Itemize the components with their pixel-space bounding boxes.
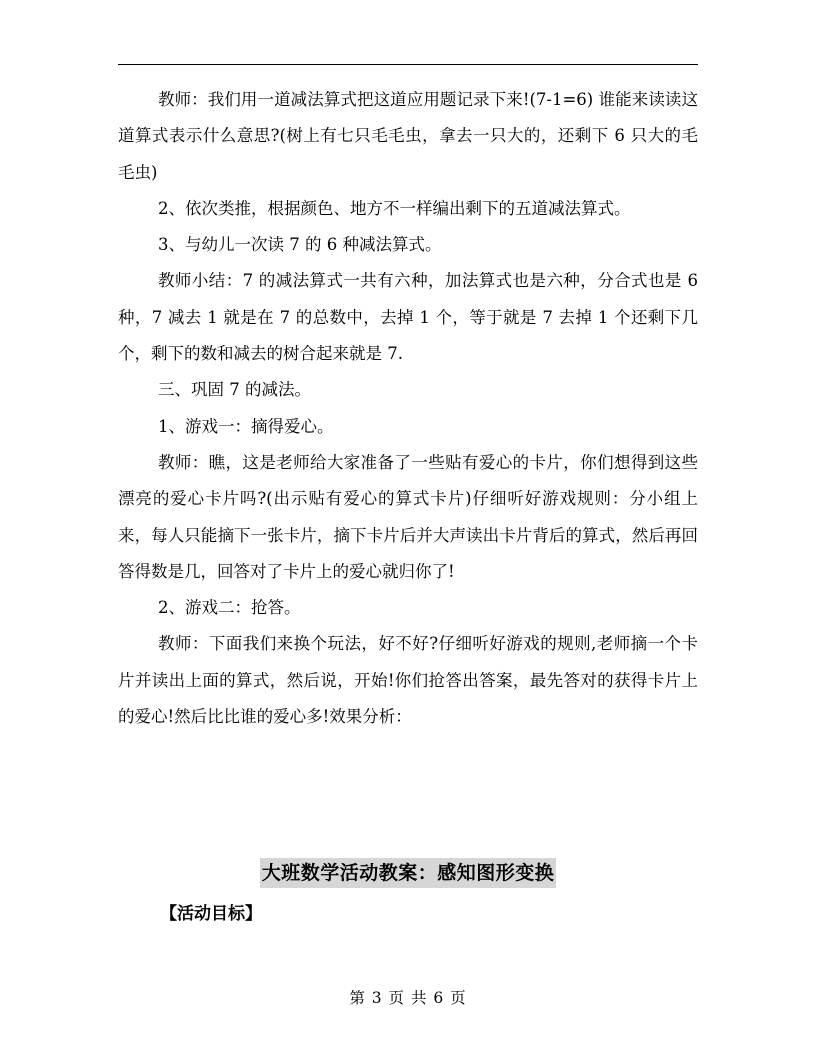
paragraph: 教师：下面我们来换个玩法，好不好?仔细听好游戏的规则,老师摘一个卡片并读出上面的算式，然后说，开始!你们抢答出答案，最先答对的获得卡片上的爱心!然后比比谁的爱心多!效果分析： bbox=[118, 634, 698, 727]
paragraph: 1、游戏一：摘得爱心。 bbox=[158, 416, 334, 436]
paragraph: 3、与幼儿一次读 7 的 6 种减法算式。 bbox=[158, 235, 442, 255]
paragraph: 2、游戏二：抢答。 bbox=[158, 598, 301, 618]
paragraph: 三、巩固 7 的减法。 bbox=[158, 380, 311, 400]
paragraph: 2、依次类推，根据颜色、地方不一样编出剩下的五道减法算式。 bbox=[158, 198, 631, 218]
paragraph: 教师：我们用一道减法算式把这道应用题记录下来!(7-1=6) 谁能来读读这道算式表示什么意思?(树上有七只毛毛虫，拿去一只大的，还剩下 6 只大的毛毛虫) bbox=[118, 90, 698, 182]
section-title-wrap bbox=[118, 858, 698, 888]
section-title: 大班数学活动教案：感知图形变换 bbox=[260, 858, 557, 888]
paragraph: 教师：瞧，这是老师给大家准备了一些贴有爱心的卡片，你们想得到这些漂亮的爱心卡片吗?(出示贴有爱心的算式卡片)仔细听好游戏规则：分小组上来，每人只能摘下一张卡片，摘下卡片后并大声读出卡片背后的算式，然后再回答得数是几，回答对了卡片上的爱心就归你了! bbox=[118, 452, 698, 581]
section-label: 【活动目标】 bbox=[160, 904, 262, 924]
body-text bbox=[118, 82, 698, 735]
header-rule bbox=[118, 64, 698, 65]
page-footer: 第 3 页 共 6 页 bbox=[349, 989, 467, 1007]
paragraph: 教师小结：7 的减法算式一共有六种，加法算式也是六种，分合式也是 6 种，7 减去 1 就是在 7 的总数中，去掉 1 个，等于就是 7 去掉 1 个还剩下几个，剩下的数和减去的树合起来就是 7. bbox=[118, 271, 698, 364]
